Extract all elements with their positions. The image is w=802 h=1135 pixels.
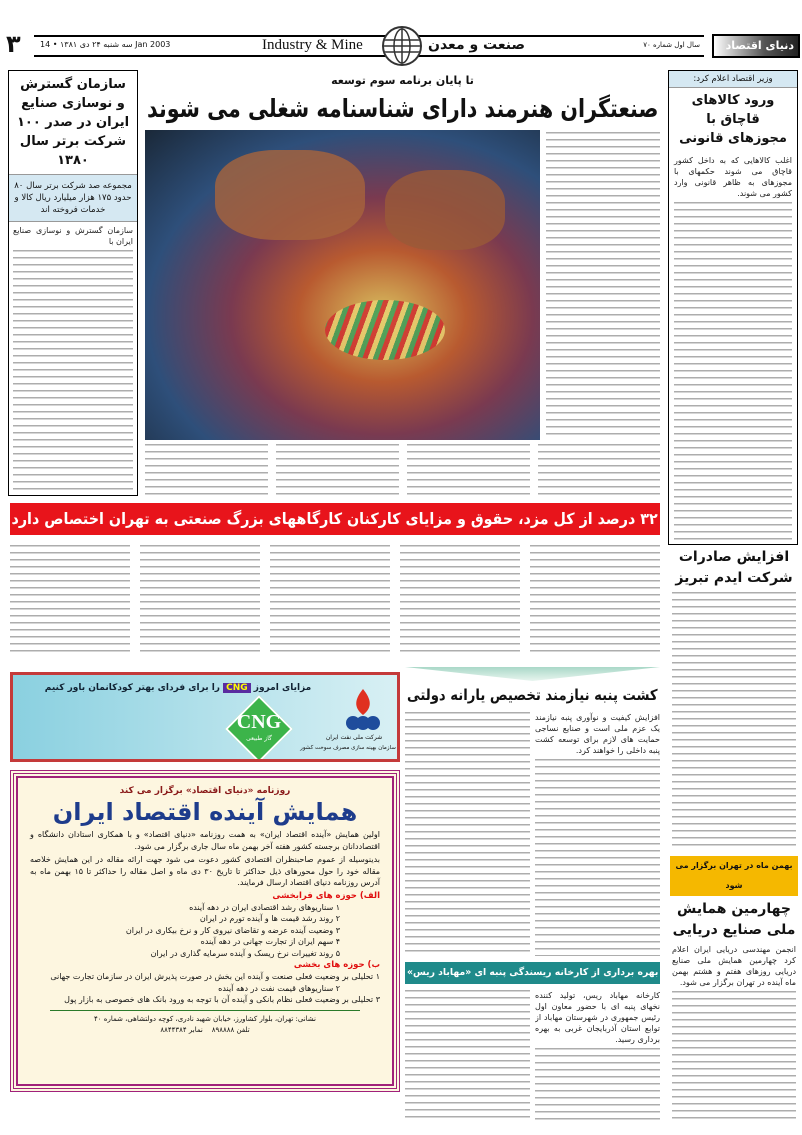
banner	[10, 503, 660, 535]
newspaper-logo: دنیای اقتصاد	[712, 34, 800, 58]
banner-story-column	[530, 545, 660, 655]
nioc-logo-icon	[343, 687, 383, 733]
conference-title: همایش آینده اقتصاد ایران	[52, 798, 358, 826]
cotton-headline: کشت پنبه نیازمند تخصیص یارانه دولتی	[407, 686, 658, 704]
spinning-headline: بهره برداری از کارخانه ریسندگی پنبه ای «مهاباد ریس»	[406, 967, 659, 978]
list-item: ۲ سناریوهای قیمت نفت در دهه آینده	[218, 983, 340, 993]
list-item: ۲ روند رشد قیمت ها و آینده تورم در ایران	[199, 914, 340, 923]
items-a-list	[30, 902, 380, 960]
date-label: سه شنبه ۲۴ دی ۱۳۸۱ • 14 Jan 2003	[40, 40, 171, 49]
spinning-story-body	[405, 990, 530, 1120]
main-kicker: تا پایان برنامه سوم توسعه	[331, 74, 474, 87]
items-b-list	[30, 971, 380, 1006]
banner-story-column	[270, 545, 390, 655]
conference-address: نشانی: تهران، بلوار کشاورز، خیابان شهید نادری، کوچه دولتشاهی، شماره ۴۰	[94, 1014, 316, 1023]
section-b-heading: ب) حوزه های بخشی	[293, 960, 380, 970]
right-box-headline: ورود کالاهای قاچاق با مجوزهای قانونی	[679, 93, 787, 146]
section-a-heading: الف) حوزه های فرابخشی	[272, 890, 380, 901]
org-name-2: سازمان بهینه سازی مصرف سوخت کشور	[300, 745, 396, 751]
org-name-1: شرکت ملی نفت ایران	[325, 734, 383, 741]
list-item: ۵ روند تغییرات نرخ ریسک و آینده سرمایه گذاری در ایران	[150, 948, 340, 958]
conference-paragraph-2: بدینوسیله از عموم صاحبنظران اقتصادی کشور دعوت می شود جهت ارائه مقاله در این همایش خلاصه مقاله خود را حول محورهای ذیل حداکثر تا تاریخ ۳۰ دی ماه و اصل مقاله را حداکثر تا ۱۵ بهمن ماه به آدرس روزنامه دنیای اقتصاد ارسال فرمایند.	[30, 855, 381, 887]
right-box-kicker: وزیر اقتصاد اعلام کرد:	[669, 71, 797, 88]
spinning-lead: کارخانه مهاباد ریس، تولید کننده نخهای پنبه ای با حضور معاون اول رئیس جمهوری در شهرستان مهاباد از توابع استان آذربایجان غربی به بهره برداری رسید.	[535, 991, 660, 1044]
banner-headline: ۳۲ درصد از کل مزد، حقوق و مزایای کارکنان کارگاههای بزرگ صنعتی به تهران اختصاص دارد	[11, 510, 659, 528]
cotton-story-body	[535, 759, 660, 956]
main-story-column	[276, 444, 399, 498]
main-story-column	[538, 444, 660, 498]
conference-phone: تلفن ۸۹۸۸۸۸ نمابر ۸۸۴۴۳۸۴	[160, 1025, 250, 1034]
cng-badge-text: CNG	[236, 711, 282, 733]
list-item: ۴ سهم ایران از تجارت جهانی در دهه آینده	[200, 937, 340, 946]
marine-story	[670, 856, 798, 1122]
artisan-weaving-photo	[145, 130, 540, 440]
main-story-column	[407, 444, 530, 498]
globe-icon	[382, 26, 422, 66]
conference-advertisement[interactable]	[10, 770, 400, 1092]
section-title-en: Industry & Mine	[262, 37, 363, 53]
marine-lead: انجمن مهندسی دریایی ایران اعلام کرد چهارمین همایش ملی صنایع دریایی روزهای هفتم و هشتم بهمن ماه آینده در تهران برگزار می شود.	[672, 945, 796, 987]
banner-story-column	[140, 545, 260, 655]
cng-label: CNG	[223, 683, 251, 693]
spinning-story-right-column	[535, 990, 660, 1122]
green-arrow-divider	[405, 667, 660, 681]
marine-story-body	[672, 991, 796, 1122]
cng-advertisement[interactable]	[10, 672, 400, 762]
spinning-story-body	[535, 1048, 660, 1122]
list-item: ۱ تحلیلی بر وضعیت فعلی صنعت و آینده این بخش در صورت پذیرش ایران در سازمان تجارت جهانی	[50, 972, 380, 981]
page-number: ۳	[6, 30, 21, 58]
right-sidebar-box	[668, 70, 798, 545]
conference-kicker: روزنامه «دنیای اقتصاد» برگزار می کند	[119, 786, 291, 796]
banner-story-column	[400, 545, 520, 655]
conference-paragraph-1: اولین همایش «آینده اقتصاد ایران» به همت روزنامه «دنیای اقتصاد» و با همکاری استادان دانشگاه و اقتصاددانان برجسته کشور هفته آخر بهمن ماه سال جاری برگزار می شود.	[30, 830, 380, 851]
export-story	[670, 547, 798, 850]
marine-kicker: بهمن ماه در تهران برگزار می شود	[670, 856, 798, 896]
spinning-banner	[405, 962, 660, 984]
list-item: ۳ تحلیلی بر وضعیت فعلی نظام بانکی و آینده آن با توجه به ورود بانک های خصوصی به بازار پول	[64, 995, 380, 1004]
left-box-subhead: مجموعه صد شرکت برتر سال ۸۰ حدود ۱۷۵ هزار میلیارد ریال کالا و خدمات فروخته اند	[9, 174, 137, 222]
cng-slogan-line: مزایای امروز CNG را برای فردای بهتر کودکانمان باور کنیم	[44, 683, 312, 693]
section-title-fa: صنعت و معدن	[428, 37, 526, 53]
export-headline: افزایش صادرات شرکت ایدم تبریز	[675, 549, 793, 586]
divider	[50, 1010, 360, 1011]
main-headline: صنعتگران هنرمند دارای شناسنامه شغلی می شوند	[146, 94, 659, 123]
list-item: ۱ سناریوهای رشد اقتصادی ایران در دهه آینده	[189, 902, 340, 912]
right-box-lead: اغلب کالاهایی که به داخل کشور قاچاق می شوند حکمهای با مجوزهای به ظاهر قانونی وارد کشور می شوند.	[674, 156, 792, 198]
main-story-column	[546, 132, 660, 438]
cotton-story-body	[405, 712, 530, 955]
left-box-body	[13, 250, 133, 491]
marine-headline: چهارمین همایش ملی صنایع دریایی	[672, 901, 796, 938]
cng-slogan	[33, 680, 323, 696]
issue-label: سال اول شماره ۷۰	[643, 41, 700, 49]
cng-badge-sub: گاز طبیعی	[246, 735, 272, 742]
right-box-body	[674, 202, 792, 540]
export-story-body	[672, 592, 796, 850]
left-box-lead: سازمان گسترش و نوسازی صنایع ایران با	[13, 226, 133, 246]
banner-story-column	[10, 545, 130, 655]
main-headline-wrap	[145, 92, 660, 126]
cotton-lead: افزایش کیفیت و نوآوری پنبه نیازمند یک عزم ملی است و صنایع نساجی حمایت های لازم برای توسعه کشت پنبه داخلی را خواهند کرد.	[535, 713, 660, 755]
left-box-headline: سازمان گسترش و نوسازی صنایع ایران در صدر ۱۰۰ شرکت برتر سال ۱۳۸۰	[16, 77, 130, 168]
cotton-headline-wrap	[405, 683, 660, 707]
list-item: ۳ وضعیت آینده عرضه و تقاضای نیروی کار و نرخ بیکاری در ایران	[125, 925, 340, 935]
cotton-story-right-column	[535, 712, 660, 956]
left-sidebar-box	[8, 70, 138, 496]
main-story-column	[145, 444, 268, 498]
